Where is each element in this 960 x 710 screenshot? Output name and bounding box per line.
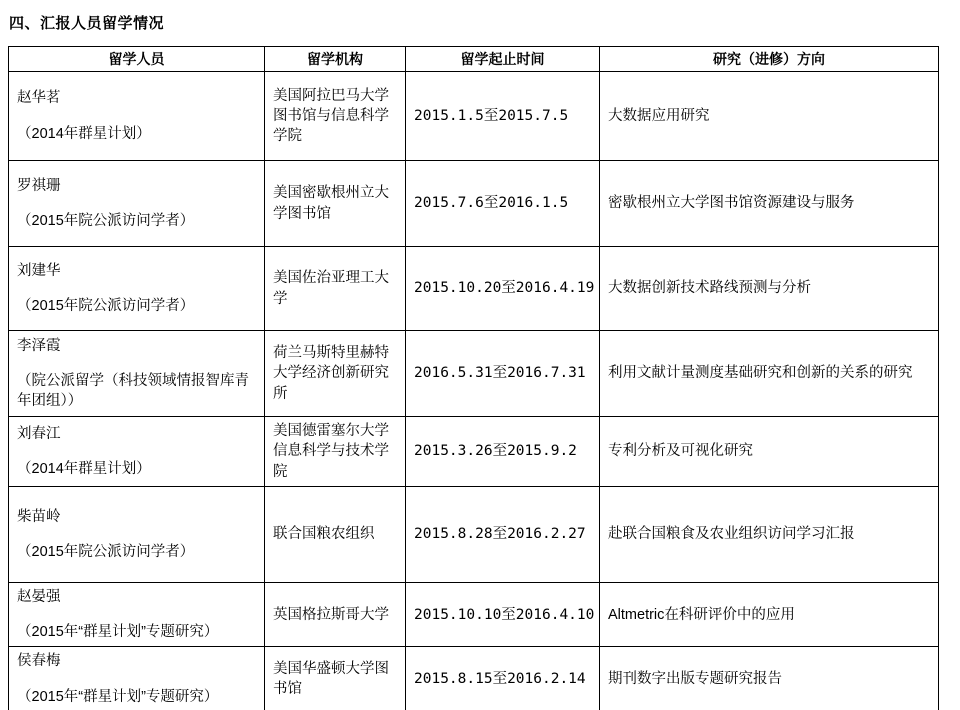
cell-person bbox=[9, 486, 265, 582]
cell-institution: 联合国粮农组织 bbox=[265, 486, 406, 582]
cell-institution: 荷兰马斯特里赫特大学经济创新研究所 bbox=[265, 331, 406, 417]
table-row bbox=[9, 331, 939, 417]
person-name: 侯春梅 bbox=[17, 653, 61, 670]
col-header-direction: 研究（进修）方向 bbox=[600, 47, 939, 72]
person-note: （2015年院公派访问学者） bbox=[17, 543, 195, 560]
table-row bbox=[9, 647, 939, 710]
cell-person bbox=[9, 331, 265, 417]
person-note: （2014年群星计划） bbox=[17, 125, 151, 142]
cell-institution: 美国佐治亚理工大学 bbox=[265, 247, 406, 331]
table-row bbox=[9, 161, 939, 247]
cell-direction: Altmetric在科研评价中的应用 bbox=[600, 582, 939, 647]
person-note: （2014年群星计划） bbox=[17, 460, 151, 477]
person-name: 罗祺珊 bbox=[17, 177, 61, 194]
person-name: 刘建华 bbox=[17, 262, 61, 279]
person-name: 李泽霞 bbox=[17, 337, 61, 354]
cell-person bbox=[9, 247, 265, 331]
person-note: （院公派留学（科技领域情报智库青年团组）） bbox=[17, 372, 249, 410]
section-title: 四、汇报人员留学情况 bbox=[9, 15, 165, 32]
cell-person bbox=[9, 72, 265, 161]
person-name: 柴苗岭 bbox=[17, 508, 61, 525]
cell-person bbox=[9, 417, 265, 487]
cell-period: 2015.7.6至2016.1.5 bbox=[406, 161, 600, 247]
cell-person bbox=[9, 647, 265, 710]
table-row bbox=[9, 417, 939, 487]
table-row bbox=[9, 486, 939, 582]
person-note: （2015年院公派访问学者） bbox=[17, 213, 195, 229]
cell-institution: 美国华盛顿大学图书馆 bbox=[265, 647, 406, 710]
cell-period: 2015.10.20至2016.4.19 bbox=[406, 247, 600, 331]
cell-period: 2015.10.10至2016.4.10 bbox=[406, 582, 600, 647]
col-header-period: 留学起止时间 bbox=[406, 47, 600, 72]
cell-period: 2015.8.28至2016.2.27 bbox=[406, 486, 600, 582]
cell-direction: 专利分析及可视化研究 bbox=[600, 417, 939, 487]
col-header-institution: 留学机构 bbox=[265, 47, 406, 72]
cell-person bbox=[9, 582, 265, 647]
cell-institution: 美国阿拉巴马大学图书馆与信息科学学院 bbox=[265, 72, 406, 161]
person-note: （2015年“群星计划”专题研究） bbox=[17, 624, 219, 641]
table-row bbox=[9, 72, 939, 161]
table-row bbox=[9, 247, 939, 331]
cell-institution: 美国密歇根州立大学图书馆 bbox=[265, 161, 406, 247]
cell-period: 2015.8.15至2016.2.14 bbox=[406, 647, 600, 710]
cell-period: 2016.5.31至2016.7.31 bbox=[406, 331, 600, 417]
cell-direction: 大数据创新技术路线预测与分析 bbox=[600, 247, 939, 331]
table-header-row bbox=[9, 47, 939, 72]
person-note: （2015年“群星计划”专题研究） bbox=[17, 688, 219, 705]
cell-institution: 英国格拉斯哥大学 bbox=[265, 582, 406, 647]
study-abroad-table bbox=[8, 46, 939, 710]
cell-direction: 赴联合国粮食及农业组织访问学习汇报 bbox=[600, 486, 939, 582]
person-name: 赵晏强 bbox=[17, 588, 61, 605]
person-name: 刘春江 bbox=[17, 425, 61, 442]
cell-institution: 美国德雷塞尔大学信息科学与技术学院 bbox=[265, 417, 406, 487]
person-note: （2015年院公派访问学者） bbox=[17, 298, 195, 314]
cell-period: 2015.3.26至2015.9.2 bbox=[406, 417, 600, 487]
cell-direction: 期刊数字出版专题研究报告 bbox=[600, 647, 939, 710]
person-name: 赵华茗 bbox=[17, 90, 61, 107]
cell-direction: 密歇根州立大学图书馆资源建设与服务 bbox=[600, 161, 939, 247]
cell-direction: 大数据应用研究 bbox=[600, 72, 939, 161]
cell-person bbox=[9, 161, 265, 247]
col-header-person: 留学人员 bbox=[9, 47, 265, 72]
cell-period: 2015.1.5至2015.7.5 bbox=[406, 72, 600, 161]
table-row bbox=[9, 582, 939, 647]
cell-direction: 利用文献计量测度基础研究和创新的关系的研究 bbox=[600, 331, 939, 417]
